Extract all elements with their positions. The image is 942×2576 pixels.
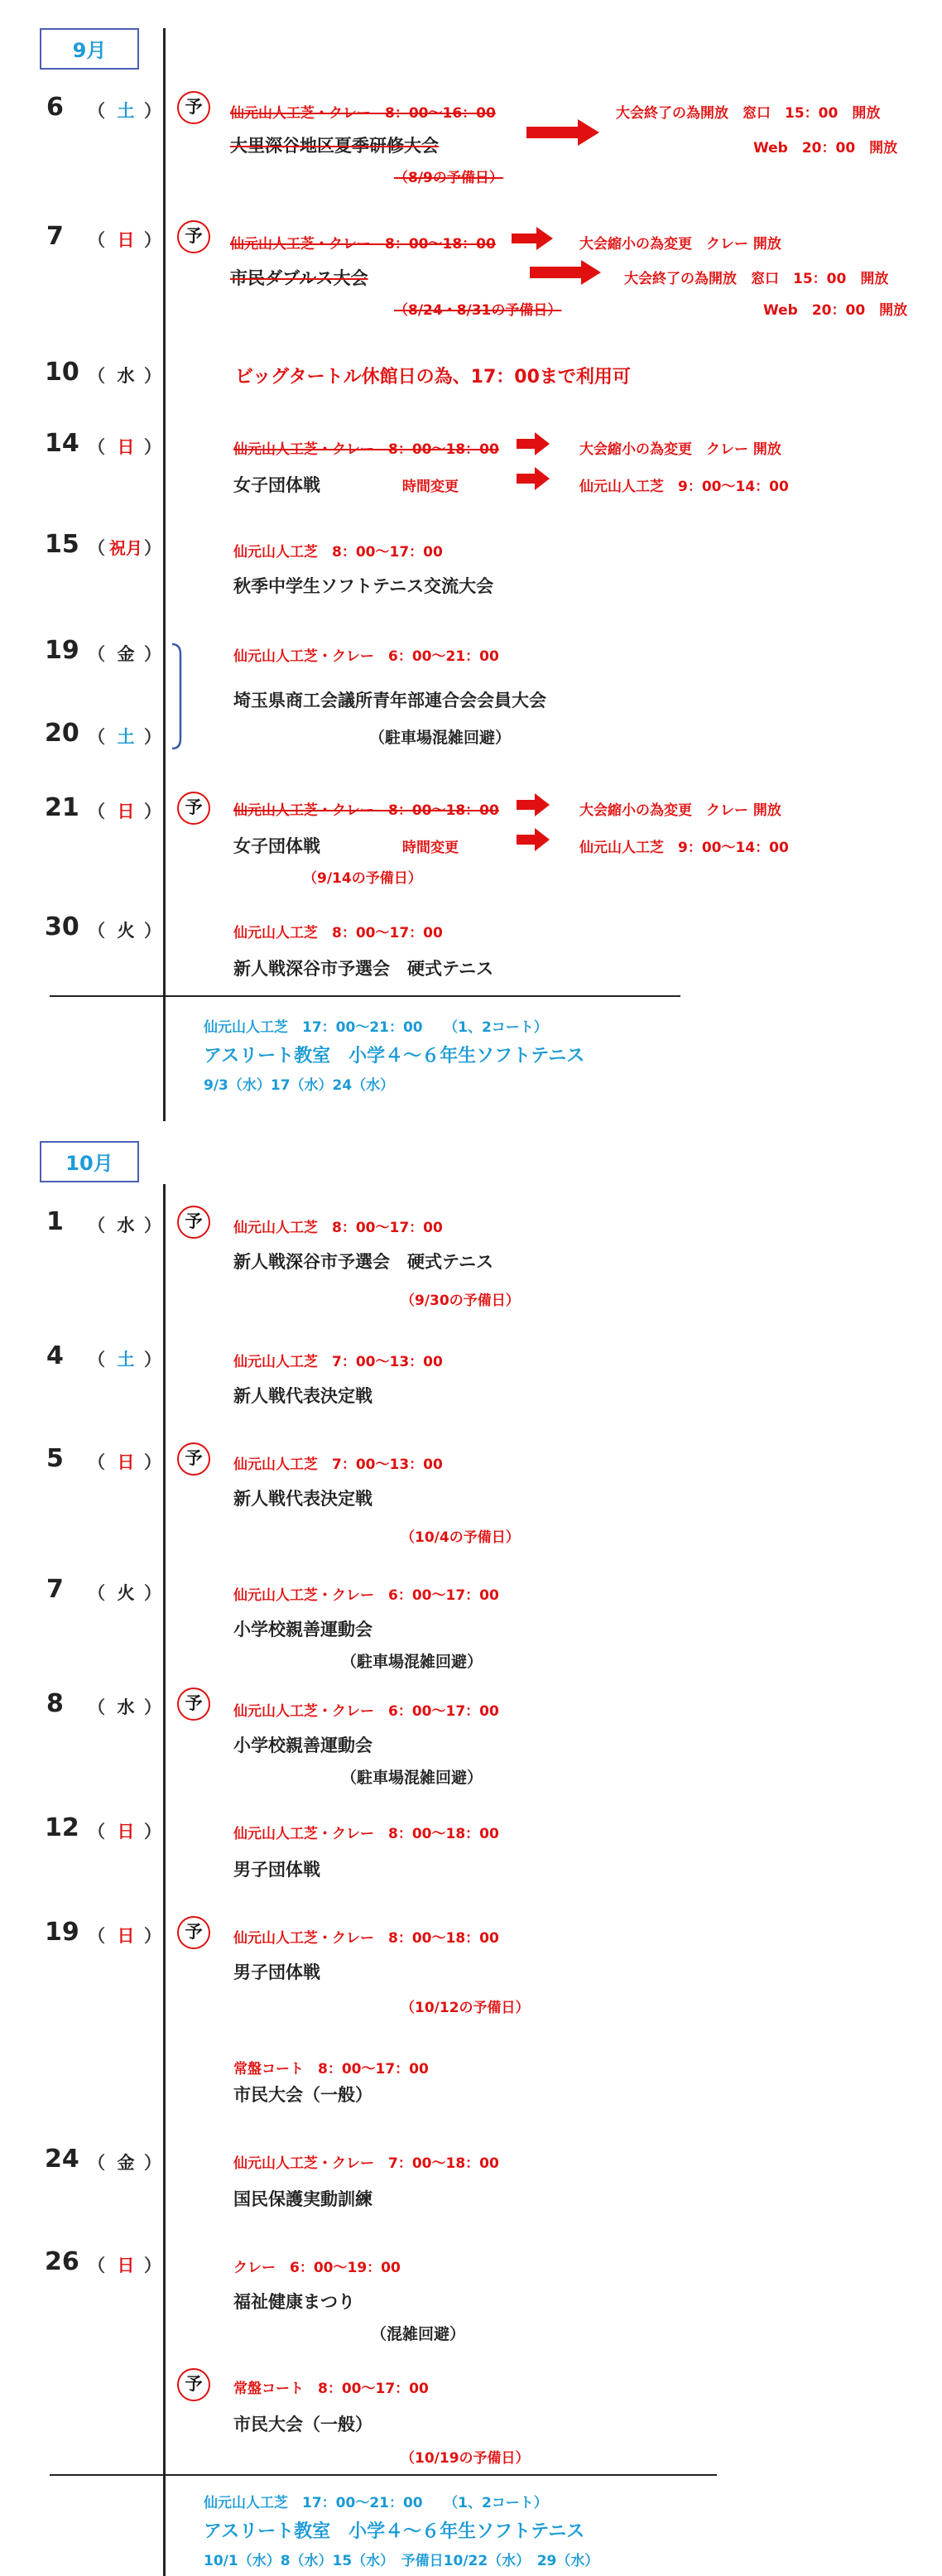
month-label-october: 10月 [40,1141,139,1182]
event-name: 秋季中学生ソフトテニス交流大会 [233,576,494,596]
venue-time: 仙元山人工芝 7：00～13：00 [233,1354,443,1370]
paren-close: ） [144,2256,161,2275]
paren-open: （ [88,1822,105,1842]
paren-close: ） [144,644,161,664]
venue-time: 仙元山人工芝・クレー 8：00～18：00 [233,1930,499,1947]
weekday: 日 [117,802,135,821]
academy-venue: 仙元山人工芝 17：00～21：00 （1、2コート） [204,1019,548,1036]
paren-open: （ [88,538,105,558]
day-number: 7 [46,1575,64,1604]
paren-close: ） [144,1697,161,1717]
academy-title: アスリート教室 小学４～６年生ソフトテニス [204,1046,585,1067]
venue-time: 仙元山人工芝 8：00～17：00 [233,544,443,561]
venue-time: 仙元山人工芝・クレー 7：00～18：00 [233,2155,499,2172]
timeline-line-october [163,1184,166,2576]
paren-open: （ [88,1926,105,1946]
paren-open: （ [88,101,105,121]
weekday: 祝月 [109,538,142,558]
parking-note: （駐車場混雑回避） [341,1653,483,1671]
event-name: 国民保護実動訓練 [233,2189,372,2209]
event-name: 埼玉県商工会議所青年部連合会会員大会 [233,691,546,710]
event-name: 新人戦代表決定戦 [233,1386,372,1406]
event-name: 福祉健康まつり [233,2292,355,2312]
paren-close: ） [144,2153,161,2173]
reserve-note: （9/30の予備日） [401,1293,520,1309]
academy-dates: 10/1（水）8（水）15（水） 予備日10/22（水） 29（水） [204,2553,599,2569]
weekday: 日 [117,437,135,457]
arrow-icon [517,793,551,816]
reserve-note: （9/14の予備日） [303,870,422,887]
reserve-mark: 予 [177,1916,210,1949]
parking-note: （駐車場混雑回避） [341,1769,483,1787]
event-name: 新人戦深谷市予選会 硬式テニス [233,1252,494,1272]
reserve-note: （8/9の予備日） [394,170,503,186]
weekday: 日 [117,2256,135,2275]
venue-time: 仙元山人工芝・クレー 6：00～17：00 [233,1703,499,1720]
venue-time: クレー 6：00～19：00 [233,2260,401,2276]
reserve-note: （10/12の予備日） [401,2000,530,2016]
day-number: 14 [45,429,79,458]
weekday: 日 [117,1926,135,1946]
status-note-web: Web 20：00 開放 [753,140,898,156]
day-number: 4 [46,1341,64,1370]
paren-open: （ [88,2256,105,2275]
paren-open: （ [88,802,105,821]
day-number: 21 [45,793,79,822]
day-number: 15 [45,530,79,559]
paren-close: ） [144,1452,161,1472]
date-sep-19 [35,636,167,669]
day-number: 19 [45,636,79,665]
reserve-mark: 予 [177,1206,210,1239]
paren-open: （ [88,2153,105,2173]
day-number: 5 [46,1444,64,1473]
event-name: 小学校親善運動会 [233,1736,372,1755]
range-bracket [169,643,185,750]
event-name: 男子団体戦 [233,1860,320,1880]
day-number: 19 [45,1918,79,1947]
event-name: 女子団体戦 [233,836,320,856]
date-sep-7 [35,222,167,255]
event-name: 新人戦代表決定戦 [233,1489,372,1509]
weekday: 土 [117,727,135,747]
venue-time: 仙元山人工芝・クレー 8：00～18：00 [233,1826,499,1842]
status-note-time: 仙元山人工芝 9：00～14：00 [579,840,789,856]
paren-open: （ [88,1350,105,1370]
paren-close: ） [144,802,161,821]
month-label-september: 9月 [40,28,139,70]
crowd-note: （混雑回避） [371,2325,466,2343]
date-sep-14 [35,429,167,462]
date-sep-21 [35,793,167,826]
section-divider [50,995,680,997]
weekday: 火 [117,1583,135,1603]
event-name: 女子団体戦 [233,475,320,495]
paren-open: （ [88,1583,105,1603]
reserve-mark: 予 [177,792,210,825]
change-label: 時間変更 [402,479,459,495]
venue-time-tokiwa: 常盤コート 8：00～17：00 [233,2061,429,2078]
venue-time: 仙元山人工芝・クレー 8：00～16：00 [230,105,496,122]
paren-close: ） [144,1822,161,1842]
weekday: 金 [117,2153,135,2173]
weekday: 日 [117,230,135,250]
reserve-note: （10/4の予備日） [401,1529,520,1546]
status-note-clay: 大会縮小の為変更 クレー 開放 [579,236,781,253]
date-sep-10 [35,358,167,391]
venue-time: 仙元山人工芝・クレー 8：00～18：00 [230,236,496,253]
event-name-2: 市民大会（一般） [233,2415,372,2434]
arrow-icon [526,119,601,146]
date-oct-4 [35,1341,167,1375]
paren-open: （ [88,727,105,747]
paren-close: ） [144,1926,161,1946]
arrow-icon [530,260,603,285]
day-number: 1 [46,1207,64,1236]
date-oct-8 [35,1689,167,1722]
status-note-clay: 大会縮小の為変更 クレー 開放 [579,802,781,819]
day-number: 10 [45,358,79,387]
date-oct-12 [35,1813,167,1847]
paren-close: ） [144,437,161,457]
weekday: 日 [117,1452,135,1472]
paren-close: ） [144,538,161,558]
date-oct-19 [35,1918,167,1951]
venue-time: 仙元山人工芝・クレー 6：00～21：00 [233,648,499,665]
weekday: 火 [117,921,135,941]
academy-title: アスリート教室 小学４～６年生ソフトテニス [204,2521,585,2542]
paren-close: ） [144,921,161,941]
event-name: 市民ダブルス大会 [230,268,368,288]
arrow-icon [517,828,551,851]
status-note: 大会終了の為開放 窓口 15：00 開放 [616,105,881,122]
timeline-line-september [163,28,166,1121]
status-note-clay: 大会縮小の為変更 クレー 開放 [579,441,781,458]
arrow-icon [517,467,551,490]
day-number: 12 [45,1813,79,1842]
venue-time: 仙元山人工芝・クレー 6：00～17：00 [233,1587,499,1604]
weekday: 土 [117,101,135,121]
reserve-mark: 予 [177,220,210,253]
date-sep-30 [35,912,167,946]
event-name: 大里深谷地区夏季研修大会 [230,136,439,156]
paren-open: （ [88,1452,105,1472]
arrow-icon [517,432,551,455]
section-divider [50,2474,717,2476]
venue-time: 仙元山人工芝・クレー 8：00～18：00 [233,441,499,458]
paren-close: ） [144,101,161,121]
venue-time: 仙元山人工芝 8：00～17：00 [233,925,443,941]
day-number: 24 [45,2145,79,2174]
date-oct-24 [35,2145,167,2178]
reserve-mark: 予 [177,1442,210,1476]
venue-time: 仙元山人工芝・クレー 8：00～18：00 [233,802,499,819]
weekday: 水 [117,1216,135,1235]
paren-open: （ [88,437,105,457]
day-number: 26 [45,2247,79,2276]
day-number: 30 [45,912,79,941]
paren-close: ） [144,1583,161,1603]
date-oct-5 [35,1444,167,1477]
event-name: 新人戦深谷市予選会 硬式テニス [233,959,494,979]
reserve-note: （8/24・8/31の予備日） [394,302,562,319]
status-note: 大会終了の為開放 窓口 15：00 開放 [624,271,889,287]
paren-open: （ [88,1697,105,1717]
venue-time-tokiwa: 常盤コート 8：00～17：00 [233,2381,429,2397]
closure-notice: ビッグタートル休館日の為、17：00まで利用可 [235,367,631,388]
date-oct-7 [35,1575,167,1608]
venue-time: 仙元山人工芝 8：00～17：00 [233,1220,443,1236]
change-label: 時間変更 [402,840,459,856]
paren-open: （ [88,921,105,941]
status-note-web: Web 20：00 開放 [763,302,908,319]
venue-time: 仙元山人工芝 7：00～13：00 [233,1457,443,1473]
day-number: 8 [46,1689,64,1718]
date-sep-6 [35,93,167,126]
weekday: 土 [117,1350,135,1370]
academy-venue: 仙元山人工芝 17：00～21：00 （1、2コート） [204,2495,548,2511]
arrow-icon [512,227,555,250]
date-oct-1 [35,1207,167,1240]
paren-close: ） [144,230,161,250]
paren-close: ） [144,727,161,747]
paren-open: （ [88,644,105,664]
reserve-mark: 予 [177,2368,210,2401]
paren-close: ） [144,1216,161,1235]
status-note-time: 仙元山人工芝 9：00～14：00 [579,479,789,495]
weekday: 金 [117,644,135,664]
paren-open: （ [88,366,105,386]
date-oct-26 [35,2247,167,2280]
weekday: 水 [117,366,135,386]
event-name: 小学校親善運動会 [233,1620,372,1639]
paren-open: （ [88,230,105,250]
date-sep-20 [35,719,167,752]
parking-note: （駐車場混雑回避） [369,729,512,747]
day-number: 6 [46,93,64,122]
reserve-note: （10/19の予備日） [401,2450,530,2467]
day-number: 20 [45,719,79,748]
academy-dates: 9/3（水）17（水）24（水） [204,1077,395,1094]
event-name-2: 市民大会（一般） [233,2085,372,2105]
reserve-mark: 予 [177,91,210,124]
day-number: 7 [46,222,64,251]
event-name: 男子団体戦 [233,1962,320,1982]
date-sep-15 [35,530,167,563]
paren-open: （ [88,1216,105,1235]
paren-close: ） [144,1350,161,1370]
reserve-mark: 予 [177,1688,210,1721]
paren-close: ） [144,366,161,386]
weekday: 日 [117,1822,135,1842]
weekday: 水 [117,1697,135,1717]
